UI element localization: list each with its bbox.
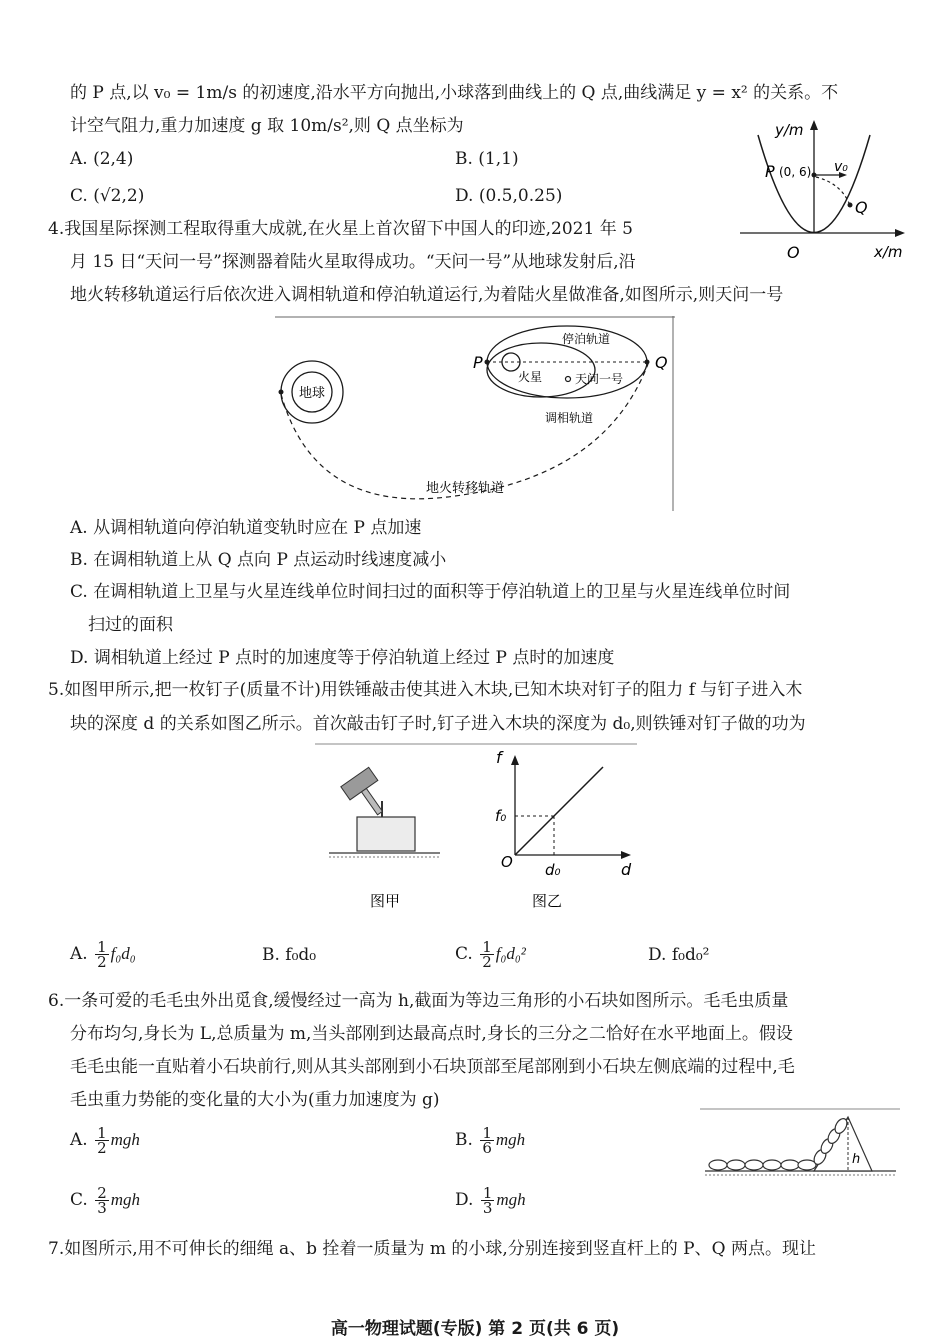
q6-line-4: 毛虫重力势能的变化量的大小为(重力加速度为 g) [70, 1090, 440, 1110]
point-q-label: Q [855, 198, 868, 217]
d0-label: d₀ [545, 861, 561, 879]
q6-line-2: 分布均匀,身长为 L,总质量为 m,当头部刚到达最高点时,身长的三分之二恰好在水平地面上。假设 [70, 1024, 793, 1044]
q6-option-d: D. $\frac{1}{3}$ mgh [455, 1184, 526, 1217]
q6-option-b: B. $\frac{1}{6}$ mgh [455, 1124, 526, 1157]
q3-option-d: D. (0.5,0.25) [455, 186, 563, 206]
q5-line-2: 块的深度 d 的关系如图乙所示。首次敲击钉子时,钉子进入木块的深度为 d₀,则铁锤对钉子做的功为 [70, 714, 806, 734]
q4-line-2: 月 15 日“天问一号”探测器着陆火星取得成功。“天问一号”从地球发射后,沿 [70, 252, 636, 272]
q3-option-c: C. (√2,2) [70, 186, 145, 206]
caption-fig-a: 图甲 [369, 892, 401, 910]
q5-option-b: B. f₀d₀ [262, 945, 317, 965]
q6-line-1: 6.一条可爱的毛毛虫外出觅食,缓慢经过一高为 h,截面为等边三角形的小石块如图所示。毛毛虫质量 [48, 991, 789, 1011]
origin-label: O [787, 243, 800, 262]
q6-option-a: A. $\frac{1}{2}$ mgh [70, 1124, 140, 1157]
q7-line-1: 7.如图所示,用不可伸长的细绳 a、b 拴着一质量为 m 的小球,分别连接到竖直杆上的 P、Q 两点。现让 [48, 1239, 816, 1259]
q4-option-a: A. 从调相轨道向停泊轨道变轨时应在 P 点加速 [70, 518, 422, 538]
q5-option-c: C. $\frac{1}{2}$ f₀d₀² [455, 938, 526, 971]
q5-option-a: A. $\frac{1}{2}$ f₀d₀ [70, 938, 136, 971]
transfer-orbit-label: 地火转移轨道 [425, 481, 505, 496]
q5-line-1: 5.如图甲所示,把一枚钉子(质量不计)用铁锤敲击使其进入木块,已知木块对钉子的阻力 f 与钉子进入木 [48, 680, 803, 700]
graph-origin-label: O [501, 853, 513, 871]
point-p-label: P [765, 162, 775, 181]
q6-option-c: C. $\frac{2}{3}$ mgh [70, 1184, 141, 1217]
page-footer: 高一物理试题(专版) 第 2 页(共 6 页) [330, 1319, 620, 1339]
f0-label: f₀ [495, 807, 507, 825]
q3-option-a: A. (2,4) [70, 149, 134, 169]
orbit-p-label: P [473, 353, 483, 372]
v0-label: v₀ [834, 159, 848, 175]
height-label: h [852, 1152, 861, 1167]
point-p-coord: (0, 6) [779, 165, 812, 179]
earth-label: 地球 [298, 386, 326, 401]
parabola-figure [735, 115, 915, 265]
q4-option-d: D. 调相轨道上经过 P 点时的加速度等于停泊轨道上经过 P 点时的加速度 [70, 648, 615, 668]
d-axis-label: d [621, 860, 632, 879]
y-axis-label: y/m [775, 121, 804, 139]
caterpillar-figure [700, 1105, 905, 1180]
phasing-orbit-label: 调相轨道 [545, 411, 594, 425]
orbit-figure [275, 316, 675, 511]
x-axis-label: x/m [874, 243, 903, 261]
q4-line-3: 地火转移轨道运行后依次进入调相轨道和停泊轨道运行,为着陆火星做准备,如图所示,则天问一号 [70, 285, 784, 305]
q4-option-c-line2: 扫过的面积 [88, 615, 173, 635]
f-axis-label: f [496, 748, 502, 767]
q6-line-3: 毛毛虫能一直贴着小石块前行,则从其头部刚到小石块顶部至尾部刚到小石块左侧底端的过程中,毛 [70, 1057, 795, 1077]
caption-fig-b: 图乙 [531, 892, 563, 910]
orbit-q-label: Q [655, 353, 668, 372]
q3-option-b: B. (1,1) [455, 149, 519, 169]
parking-orbit-label: 停泊轨道 [562, 332, 611, 346]
probe-label: 天问一号 [575, 372, 624, 386]
mars-label: 火星 [517, 370, 543, 384]
q5-option-d: D. f₀d₀² [648, 945, 710, 965]
q3-line-1: 的 P 点,以 v₀ = 1m/s 的初速度,沿水平方向抛出,小球落到曲线上的 Q 点,曲线满足 y = x² 的关系。不 [70, 83, 839, 103]
q4-line-1: 4.我国星际探测工程取得重大成就,在火星上首次留下中国人的印迹,2021 年 5 [48, 219, 633, 239]
q4-option-b: B. 在调相轨道上从 Q 点向 P 点运动时线速度减小 [70, 550, 447, 570]
q4-option-c-line1: C. 在调相轨道上卫星与火星连线单位时间扫过的面积等于停泊轨道上的卫星与火星连线单位时间 [70, 582, 791, 602]
q3-line-2: 计空气阻力,重力加速度 g 取 10m/s²,则 Q 点坐标为 [70, 116, 464, 136]
nail-figure [315, 743, 640, 918]
